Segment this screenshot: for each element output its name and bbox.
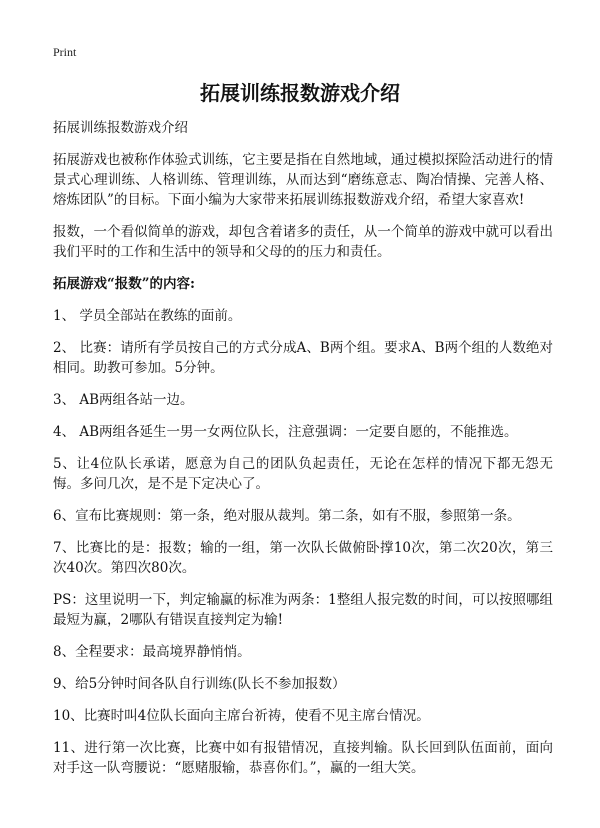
step-item: 7、比赛比的是：报数；输的一组，第一次队长做俯卧撑10次，第二次20次，第三次40次。第四次80次。 [53,540,553,576]
intro-paragraph: 报数，一个看似简单的游戏，却包含着诸多的责任，从一个简单的游戏中就可以看出我们平时的工作和生活中的领导和父母的的压力和责任。 [53,224,553,260]
step-item: 4、 AB两组各延生一男一女两位队长，注意强调：一定要自愿的，不能推选。 [53,424,518,440]
step-item: 11、进行第一次比赛，比赛中如有报错情况，直接判输。队长回到队伍面前，面向对手这一队弯腰说：“愿赌服输，恭喜你们。”，赢的一组大笑。 [53,740,553,776]
print-link[interactable]: Print [53,45,77,59]
step-item: 9、给5分钟时间各队自行训练(队长不参加报数） [53,676,346,692]
section-heading: 拓展游戏“报数”的内容: [53,276,196,292]
step-item: 5、让4位队长承诺，愿意为自己的团队负起责任，无论在怎样的情况下都无怨无悔。多问几次，是不是下定决心了。 [53,456,553,492]
step-item: 2、 比赛：请所有学员按自己的方式分成A、B两个组。要求A、B两个组的人数绝对相同。助教可参加。5分钟。 [53,340,553,376]
page-title: 拓展训练报数游戏介绍 [200,81,400,105]
ps-note: PS：这里说明一下，判定输赢的标准为两条：1整组人报完数的时间，可以按照哪组最短为赢，2哪队有错误直接判定为输! [53,592,553,628]
step-item: 10、比赛时叫4位队长面向主席台祈祷，使看不见主席台情况。 [53,708,430,724]
step-item: 1、 学员全部站在教练的面前。 [53,308,242,324]
step-item: 6、宣布比赛规则：第一条，绝对服从裁判。第二条，如有不服，参照第一条。 [53,508,521,524]
step-item: 8、全程要求：最高境界静悄悄。 [53,644,251,660]
article-body [53,118,553,790]
step-item: 3、 AB两组各站一边。 [53,392,194,408]
article-subtitle: 拓展训练报数游戏介绍 [53,120,188,136]
intro-paragraph: 拓展游戏也被称作体验式训练，它主要是指在自然地域，通过模拟探险活动进行的情景式心理训练、人格训练、管理训练，从而达到“磨练意志、陶冶情操、完善人格、熔炼团队”的目标。下面小编为大家带来拓展训练报数游戏介绍，希望大家喜欢! [53,152,553,208]
